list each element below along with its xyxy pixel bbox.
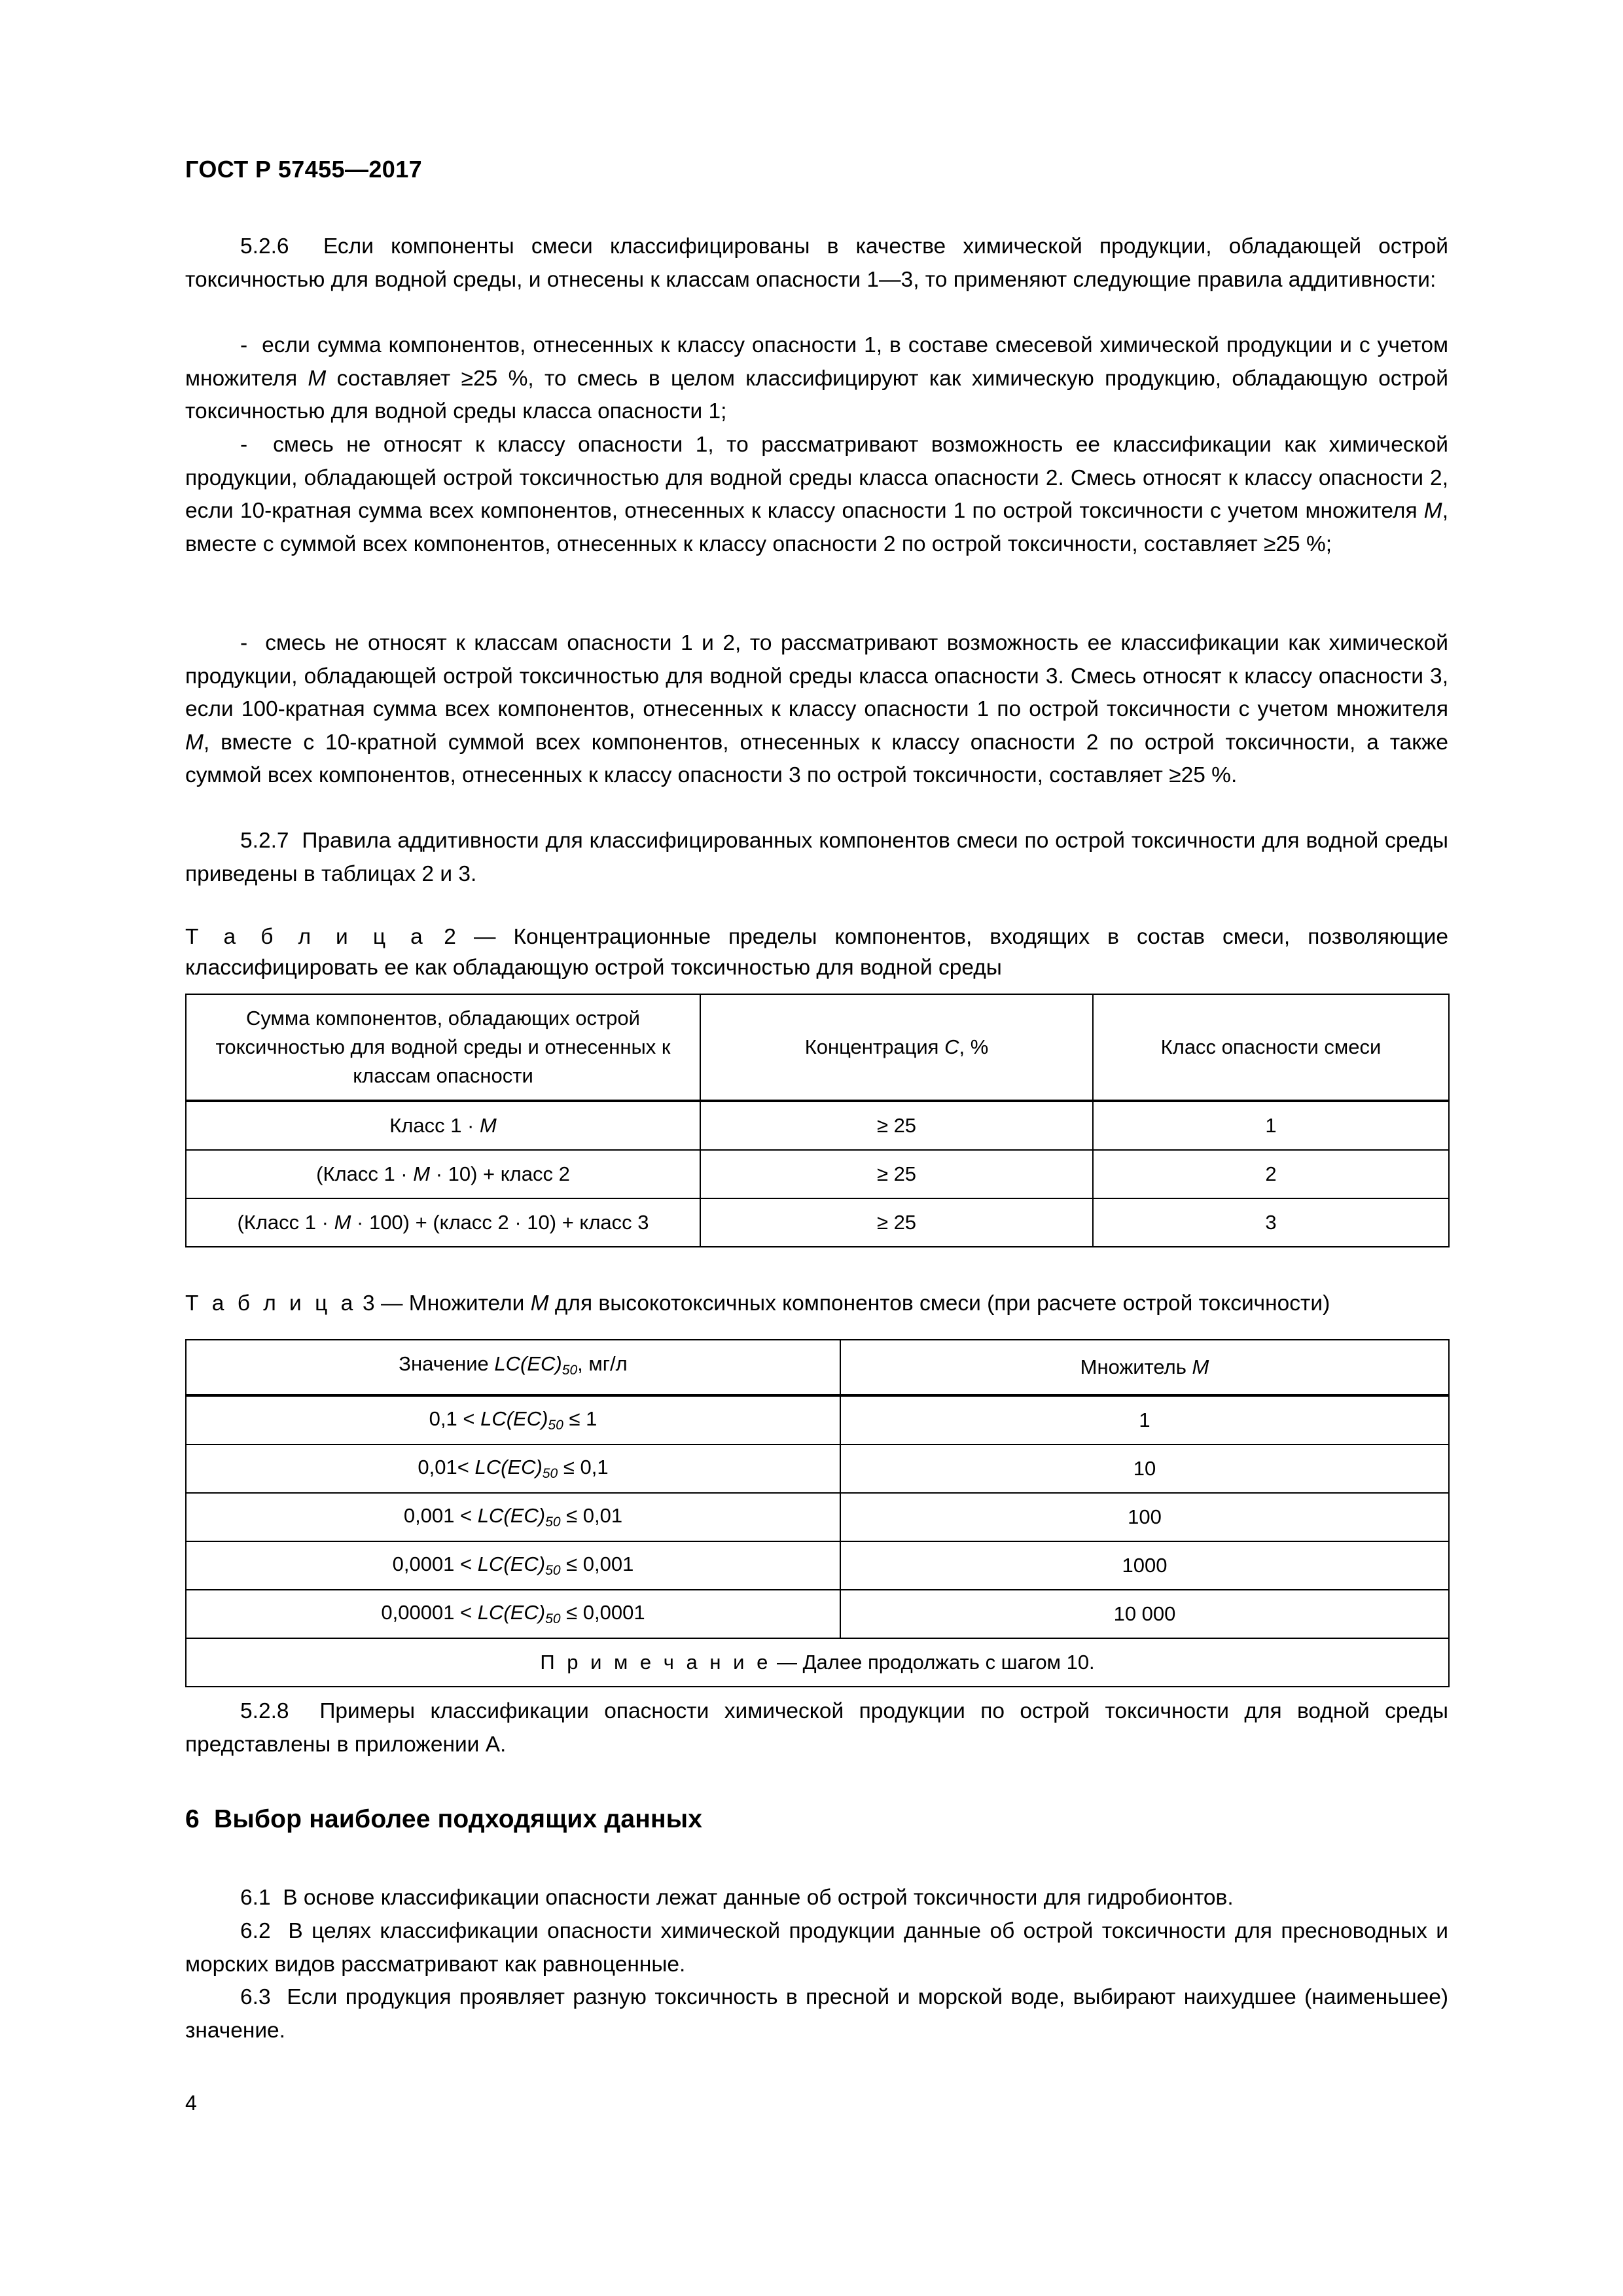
clause-5-2-7-text: Правила аддитивности для классифицированных компонентов смеси по острой токсичности для водной среды приведены в таблицах 2 и 3. (185, 829, 1448, 886)
bullet-1-multiplier-symbol: M (308, 366, 327, 391)
table-3-row-1-lo: 0,01< (418, 1455, 475, 1479)
bullet-2 (185, 429, 1448, 561)
clause-6-3-block (185, 1981, 1448, 2047)
table-row (186, 1493, 1449, 1541)
section-6-heading (185, 1805, 702, 1834)
table-3-row-2-symbol: LC(EC) (477, 1503, 546, 1527)
clause-6-3-text: Если продукция проявляет разную токсичность в пресной и морской воде, выбирают наихудшее (наименьшее) значение. (185, 1985, 1448, 2043)
section-6-title: Выбор наиболее подходящих данных (213, 1805, 703, 1833)
table-3-col-value-subscript: 50 (562, 1362, 578, 1378)
clause-5-2-6-text: Если компоненты смеси классифицированы в качестве химической продукции, обладающей острой токсичностью для водной среды, и отнесены к классам опасности 1—3, то применяют следующие правила аддитивности: (185, 234, 1448, 292)
table-3-col-value (186, 1340, 840, 1395)
table-3-row-4-subscript: 50 (545, 1611, 561, 1626)
table-3-note-row (186, 1638, 1449, 1687)
bullet-3-block (185, 627, 1448, 793)
table-2-row-0-concentration: ≥ 25 (700, 1101, 1093, 1150)
table-3-col-value-suffix: , мг/л (577, 1352, 628, 1375)
table-3-col-value-symbol: LC(EC) (494, 1352, 562, 1375)
clause-5-2-8-number: 5.2.8 (240, 1699, 289, 1723)
table-3-row-4-symbol: LC(EC) (477, 1600, 546, 1624)
document-header: ГОСТ Р 57455—2017 (185, 156, 423, 183)
table-3-note-label: П р и м е ч а н и е (540, 1650, 772, 1674)
bullet-3-dash: - (240, 631, 248, 655)
table-3-caption-dash: — (380, 1291, 403, 1316)
table-3-row-2-hi: ≤ 0,01 (560, 1503, 623, 1527)
bullet-2-text-part1: смесь не относят к классу опасности 1, то рассматривают возможность ее классификации как химической продукции, обладающей острой токсичностью для водной среды класса опасности 2. Смесь относят к классу опасности 2, если 10-кратная сумма всех компонентов, отнесенных к классу опасности 1 по острой токсичности с учетом множителя (185, 433, 1448, 523)
table-row (186, 1541, 1449, 1590)
table-2-col-concentration-prefix: Концентрация (804, 1035, 945, 1058)
clause-5-2-6-block (185, 230, 1448, 296)
table-2-row-2-class: 3 (1093, 1198, 1449, 1247)
clause-6-1-number: 6.1 (240, 1886, 271, 1910)
table-3-caption-label: Т а б л и ц а (185, 1291, 357, 1316)
table-3-caption-post: для высокотоксичных компонентов смеси (при расчете острой токсичности) (548, 1291, 1330, 1316)
table-2-caption (185, 922, 1448, 983)
table-3-row-1-symbol: LC(EC) (474, 1455, 543, 1479)
table-2-row-2-formula-pre: (Класс 1 · (237, 1211, 334, 1234)
table-3-row-3-range (186, 1541, 840, 1590)
clause-5-2-8-text: Примеры классификации опасности химической продукции по острой токсичности для водной среды представлены в приложении А. (185, 1699, 1448, 1757)
table-2-col-hazard-class: Класс опасности смеси (1093, 994, 1449, 1101)
clause-5-2-7-block (185, 825, 1448, 891)
table-2-row-0-formula (186, 1101, 700, 1150)
table-3-row-1-subscript: 50 (542, 1465, 558, 1481)
table-3-row-4-hi: ≤ 0,0001 (560, 1600, 645, 1624)
table-2 (185, 994, 1450, 1247)
table-2-row-1-class: 2 (1093, 1150, 1449, 1198)
table-3-row-0-hi: ≤ 1 (563, 1407, 597, 1430)
table-2-caption-number: 2 (444, 925, 456, 949)
clause-6-1-text: В основе классификации опасности лежат данные об острой токсичности для гидробионтов. (283, 1886, 1234, 1910)
table-3-row-0-symbol: LC(EC) (480, 1407, 548, 1430)
bullet-1-text-part1: если сумма компонентов, отнесенных к классу опасности 1, в составе смесевой химической продукции и с учетом множителя (185, 333, 1448, 391)
bullet-2-multiplier-symbol: M (1423, 499, 1442, 523)
clause-5-2-8 (185, 1695, 1448, 1761)
clause-6-2-number: 6.2 (240, 1919, 271, 1943)
clause-5-2-8-block (185, 1695, 1448, 1761)
table-2-row-1-formula-pre: (Класс 1 · (316, 1162, 414, 1185)
table-2-caption-text: Концентрационные пределы компонентов, входящих в состав смеси, позволяющие классифицировать ее как обладающую острой токсичностью для водной среды (185, 925, 1448, 980)
clause-5-2-6 (185, 230, 1448, 296)
bullet-2-text-part2: , вместе с суммой всех компонентов, отнесенных к классу опасности 2 по острой токсичности, составляет ≥25 %; (185, 499, 1448, 556)
bullet-3 (185, 627, 1448, 793)
table-3-header-row (186, 1340, 1449, 1395)
table-3-row-0-multiplier: 1 (840, 1395, 1449, 1444)
table-3-row-2-multiplier: 100 (840, 1493, 1449, 1541)
table-2-row-0-class: 1 (1093, 1101, 1449, 1150)
table-3-row-1-range (186, 1444, 840, 1493)
clause-5-2-6-number: 5.2.6 (240, 234, 289, 259)
table-2-header-row (186, 994, 1449, 1101)
table-2-col-concentration-symbol: C (944, 1035, 959, 1058)
bullet-3-multiplier-symbol: M (185, 730, 204, 755)
table-3-row-1-multiplier: 10 (840, 1444, 1449, 1493)
table-row (186, 1395, 1449, 1444)
table-2-row-1-formula (186, 1150, 700, 1198)
table-3-caption (185, 1288, 1448, 1319)
table-2-caption-label: Т а б л и ц а (185, 925, 427, 949)
table-2-row-1-formula-post: · 10) + класс 2 (430, 1162, 570, 1185)
table-2-row-2-formula-post: · 100) + (класс 2 · 10) + класс 3 (351, 1211, 649, 1234)
table-row (186, 1101, 1449, 1150)
table-3-row-3-hi: ≤ 0,001 (560, 1552, 634, 1575)
table-3-row-1-hi: ≤ 0,1 (558, 1455, 609, 1479)
page-number: 4 (185, 2091, 197, 2115)
table-3-row-2-subscript: 50 (545, 1514, 561, 1530)
table-3 (185, 1339, 1450, 1687)
clause-6-2 (185, 1915, 1448, 1981)
table-row (186, 1590, 1449, 1638)
table-2-col-sum: Сумма компонентов, обладающих острой токсичностью для водной среды и отнесенных к классам опасности (186, 994, 700, 1101)
table-3-note-dash: — (776, 1650, 797, 1674)
table-3-row-2-lo: 0,001 < (403, 1503, 478, 1527)
clause-6-1-block (185, 1882, 1448, 1915)
table-3-col-multiplier-prefix: Множитель (1080, 1355, 1192, 1378)
table-2-col-concentration (700, 994, 1093, 1101)
table-2-row-2-formula-symbol: M (334, 1211, 351, 1234)
table-3-caption-number: 3 (363, 1291, 375, 1316)
table-3-note-text: Далее продолжать с шагом 10. (802, 1650, 1095, 1674)
table-2-row-0-formula-symbol: M (479, 1114, 497, 1137)
table-3-note (186, 1638, 1449, 1687)
table-3-caption-pre: Множители (408, 1291, 531, 1316)
table-3-row-4-multiplier: 10 000 (840, 1590, 1449, 1638)
bullet-3-text-part2: , вместе с 10-кратной суммой всех компонентов, отнесенных к классу опасности 2 по острой токсичности, а также суммой всех компонентов, отнесенных к классу опасности 3 по острой токсичности, составляет ≥25 %. (185, 730, 1448, 787)
clause-6-3 (185, 1981, 1448, 2047)
table-3-row-2-range (186, 1493, 840, 1541)
table-3-row-4-range (186, 1590, 840, 1638)
bullet-1 (185, 329, 1448, 429)
table-2-row-2-formula (186, 1198, 700, 1247)
table-2-caption-dash: — (473, 925, 496, 949)
table-3-row-3-lo: 0,0001 < (392, 1552, 478, 1575)
table-row (186, 1150, 1449, 1198)
bullet-2-block (185, 429, 1448, 561)
clause-6-2-block (185, 1915, 1448, 1981)
clause-6-2-text: В целях классификации опасности химической продукции данные об острой токсичности для пресноводных и морских видов рассматривают как равноценные. (185, 1919, 1448, 1977)
clause-5-2-7-number: 5.2.7 (240, 829, 289, 853)
bullet-1-block (185, 329, 1448, 429)
bullet-2-dash: - (240, 433, 248, 457)
table-2-row-0-formula-pre: Класс 1 · (389, 1114, 480, 1137)
table-2-row-2-concentration: ≥ 25 (700, 1198, 1093, 1247)
table-3-row-0-lo: 0,1 < (429, 1407, 481, 1430)
table-2-row-1-concentration: ≥ 25 (700, 1150, 1093, 1198)
table-3-caption-symbol: M (530, 1291, 549, 1316)
table-3-row-0-range (186, 1395, 840, 1444)
table-row (186, 1198, 1449, 1247)
clause-6-3-number: 6.3 (240, 1985, 271, 2009)
table-3-row-3-symbol: LC(EC) (477, 1552, 546, 1575)
table-row (186, 1444, 1449, 1493)
table-3-row-4-lo: 0,00001 < (381, 1600, 478, 1624)
table-2-row-1-formula-symbol: M (413, 1162, 431, 1185)
table-3-row-3-subscript: 50 (545, 1562, 561, 1578)
bullet-1-text-part2: составляет ≥25 %, то смесь в целом классифицируют как химическую продукцию, обладающую острой токсичностью для водной среды класса опасности 1; (185, 366, 1449, 423)
table-2-col-concentration-suffix: , % (959, 1035, 989, 1058)
clause-6-1 (185, 1882, 1448, 1915)
table-3-col-multiplier-symbol: M (1192, 1355, 1209, 1378)
section-6-number: 6 (185, 1805, 200, 1833)
table-3-col-value-prefix: Значение (399, 1352, 495, 1375)
table-3-col-multiplier (840, 1340, 1449, 1395)
bullet-3-text-part1: смесь не относят к классам опасности 1 и 2, то рассматривают возможность ее классификации как химической продукции, обладающей острой токсичностью для водной среды класса опасности 3. Смесь относят к классу опасности 3, если 100-кратная сумма всех компонентов, отнесенных к классу опасности 1 по острой токсичности с учетом множителя (185, 631, 1448, 721)
table-3-row-3-multiplier: 1000 (840, 1541, 1449, 1590)
table-3-row-0-subscript: 50 (548, 1417, 563, 1433)
clause-5-2-7 (185, 825, 1448, 891)
bullet-1-dash: - (240, 333, 248, 357)
